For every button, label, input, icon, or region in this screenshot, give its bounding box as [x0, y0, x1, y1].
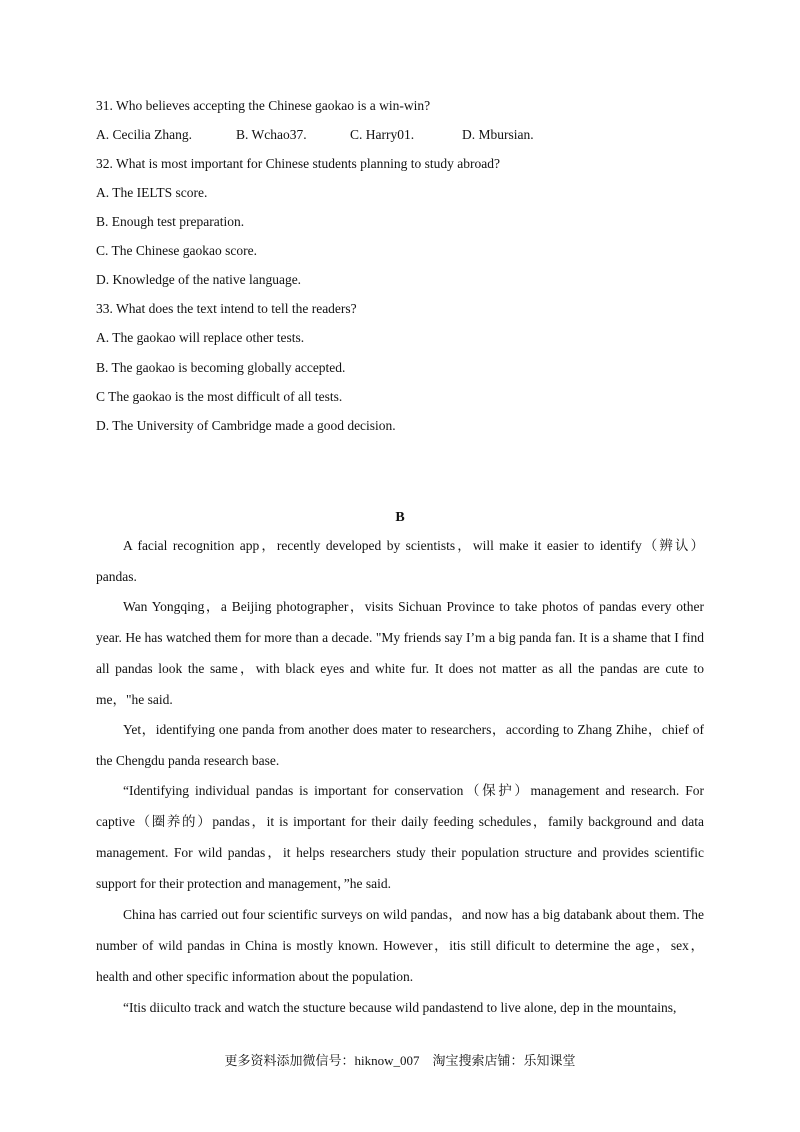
section-b-paragraph-4: “Identifying individual pandas is important for conservation（保护）management and research. For captive（圈养的）pandas，it is important for their daily feeding schedules，family background and data management. For wild pandas，it helps researchers study their population structure and provides scientific support for their protection and management，”he said. [96, 783, 704, 891]
question-31-option-c: C. Harry01. [350, 127, 415, 142]
question-31-option-a: A. Cecilia Zhang. [96, 127, 192, 142]
section-b-heading: B [395, 510, 405, 525]
question-31-option-d: D. Mbursian. [462, 127, 534, 142]
question-31-option-b: B. Wchao37. [236, 127, 307, 142]
question-33-option-d: D. The University of Cambridge made a good decision. [96, 418, 396, 433]
footer-contact: 更多资料添加微信号：hiknow_007 淘宝搜索店铺：乐知课堂 [224, 1053, 576, 1068]
question-32-option-d: D. Knowledge of the native language. [96, 272, 302, 287]
question-33-option-c: C The gaokao is the most difficult of all tests. [96, 389, 343, 404]
section-b-paragraph-5: China has carried out four scientific surveys on wild pandas，and now has a big databank about them. The number of wild pandas in China is mostly known. However，itis still dificult to determine the age，sex，health and other specific information about the population. [96, 907, 704, 984]
section-b-paragraph-2: Wan Yongqing，a Beijing photographer，visits Sichuan Province to take photos of pandas every other year. He has watched them for more than a decade. "My friends say I’m a big panda fan. It is a shame that I find all pandas look the same，with black eyes and white fur. It does not matter as all the pandas are cute to me，"he said. [96, 599, 704, 707]
question-33-option-a: A. The gaokao will replace other tests. [96, 330, 305, 345]
section-b-paragraph-1: A facial recognition app，recently developed by scientists，will make it easier to identify（辨认）pandas. [96, 538, 704, 584]
section-b-paragraph-6: “Itis diiculto track and watch the stucture because wild pandastend to live alone, dep in the mountains, [123, 1000, 677, 1015]
question-31-stem: 31. Who believes accepting the Chinese gaokao is a win-win? [96, 98, 431, 113]
question-33-stem: 33. What does the text intend to tell the readers? [96, 301, 357, 316]
question-32-stem: 32. What is most important for Chinese students planning to study abroad? [96, 156, 500, 171]
question-33-option-b: B. The gaokao is becoming globally accepted. [96, 360, 346, 375]
question-32-option-a: A. The IELTS score. [96, 185, 208, 200]
question-32-option-c: C. The Chinese gaokao score. [96, 243, 257, 258]
section-b-paragraph-3: Yet，identifying one panda from another does mater to researchers，according to Zhang Zhihe，chief of the Chengdu panda research base. [96, 722, 704, 768]
question-32-option-b: B. Enough test preparation. [96, 214, 245, 229]
